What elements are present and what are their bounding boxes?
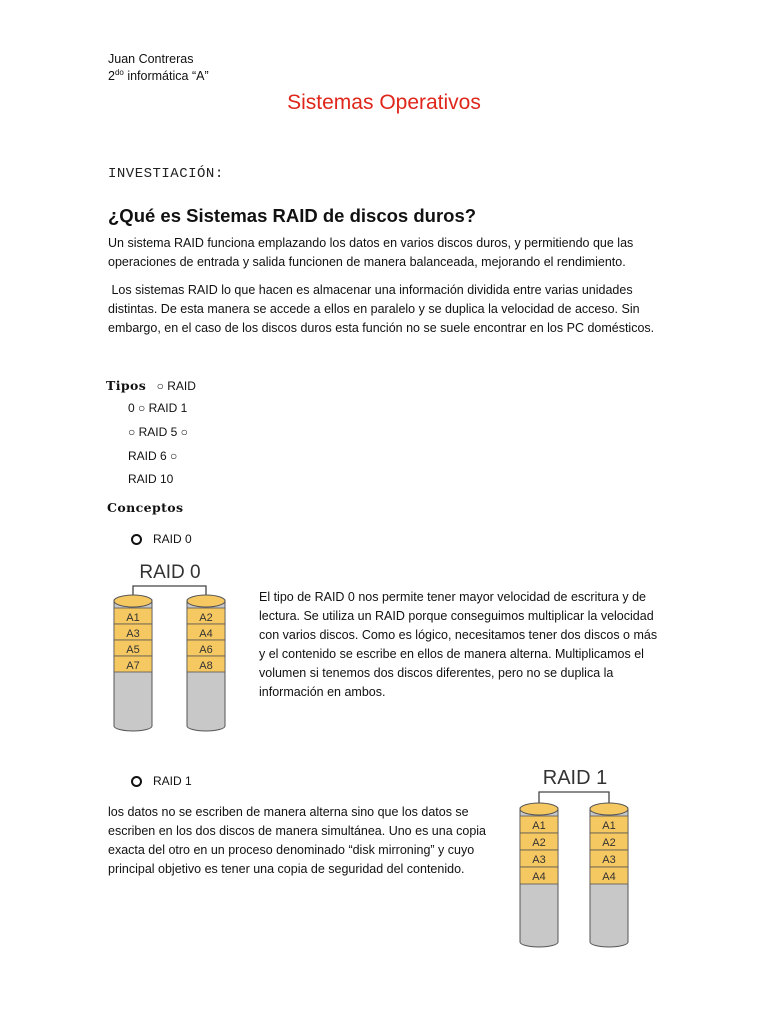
disk-block-label: A5 [126, 644, 140, 656]
bullet-icon [131, 534, 142, 545]
disk-block-label: A8 [199, 660, 213, 672]
raid1-description-line: principal objetivo es tener una copia de seguridad del contenido. [108, 862, 465, 876]
section-label: INVESTIACIÓN: [108, 166, 224, 182]
disk-block-label: A3 [532, 854, 546, 866]
raid0-description-line: volumen si tenemos dos discos diferentes, pero no se duplica la [259, 666, 614, 680]
question-heading: ¿Qué es Sistemas RAID de discos duros? [108, 205, 477, 226]
disk-block-label: A4 [532, 871, 546, 883]
tipos-heading [106, 377, 196, 395]
raid0-bullet-label: RAID 0 [153, 532, 192, 546]
disk-block-label: A3 [602, 854, 616, 866]
raid0-description-line: y el contenido se escribe en ellos de manera alterna. Multiplicamos el [259, 647, 644, 661]
disk-block-label: A1 [126, 612, 140, 624]
tipos-line: RAID 6 ○ [128, 449, 178, 463]
paragraph-2-line: embargo, en el caso de los discos duros esta función no se suele encontrar en los PC domésticos. [108, 321, 655, 335]
disk-block-label: A7 [126, 660, 140, 672]
paragraph-1 [108, 234, 633, 272]
raid0-diagram [100, 558, 240, 736]
tipos-label: Tipos [106, 378, 147, 393]
raid1-diagram-title: RAID 1 [542, 767, 608, 789]
raid0-disk-1 [114, 595, 152, 731]
raid1-connector [539, 792, 609, 804]
raid1-disk-2 [590, 803, 628, 947]
raid1-description [108, 803, 486, 879]
raid0-description [259, 588, 657, 702]
raid1-description-line: los datos no se escriben de manera alterna sino que los datos se [108, 805, 469, 819]
raid1-bullet-label: RAID 1 [153, 774, 192, 788]
disk-block-label: A2 [532, 837, 546, 849]
tipos-line: RAID 10 [128, 472, 174, 486]
paragraph-2-line: distintas. De esta manera se accede a ellos en paralelo y se duplica la velocidad de acceso. Sin [108, 302, 640, 316]
raid0-description-line: El tipo de RAID 0 nos permite tener mayor velocidad de escritura y de [259, 590, 646, 604]
conceptos-heading: Conceptos [107, 500, 184, 515]
raid0-diagram-title: RAID 0 [139, 562, 201, 583]
disk-block-label: A2 [602, 837, 616, 849]
disk-block-label: A3 [126, 628, 140, 640]
disk-top [590, 803, 628, 815]
grade-line [108, 68, 209, 84]
raid0-bullet-item [131, 532, 192, 546]
raid1-bullet-item [131, 774, 192, 788]
paragraph-1-line: Un sistema RAID funciona emplazando los datos en varios discos duros, y permitiendo que las [108, 236, 634, 250]
disk-top [114, 595, 152, 607]
tipos-line: 0 ○ RAID 1 [128, 401, 188, 415]
disk-top [187, 595, 225, 607]
raid1-diagram [505, 762, 645, 952]
raid1-description-line: exacta del otro en un proceso denominado “disk mirroning” y cuyo [108, 843, 475, 857]
author-name: Juan Contreras [108, 52, 194, 66]
raid0-description-line: información en ambos. [259, 685, 386, 699]
disk-block-label: A1 [532, 820, 546, 832]
raid1-description-line: escriben en los dos discos de manera simultánea. Uno es una copia [108, 824, 486, 838]
grade-rest: informática “A” [123, 69, 209, 83]
page-title: Sistemas Operativos [287, 91, 481, 114]
paragraph-2-line: Los sistemas RAID lo que hacen es almacenar una información dividida entre varias unidades [108, 283, 633, 297]
disk-top [520, 803, 558, 815]
raid0-description-line: con varios discos. Como es lógico, necesitamos tener dos discos o más [259, 628, 658, 642]
disk-block-label: A2 [199, 612, 213, 624]
grade-superscript: do [114, 67, 124, 77]
disk-block-label: A1 [602, 820, 616, 832]
disk-block-label: A4 [602, 871, 616, 883]
disk-block-label: A4 [199, 628, 213, 640]
paragraph-2 [108, 281, 654, 338]
tipos-line: ○ RAID [156, 379, 196, 393]
raid0-disk-2 [187, 595, 225, 731]
tipos-line: ○ RAID 5 ○ [128, 425, 188, 439]
paragraph-1-line: operaciones de entrada y salida funcionen de manera balanceada, mejorando el rendimiento. [108, 255, 626, 269]
bullet-icon [131, 776, 142, 787]
grade-number: 2 [108, 69, 115, 83]
disk-block-label: A6 [199, 644, 213, 656]
raid0-description-line: lectura. Se utiliza un RAID porque conseguimos multiplicar la velocidad [259, 609, 654, 623]
raid1-disk-1 [520, 803, 558, 947]
